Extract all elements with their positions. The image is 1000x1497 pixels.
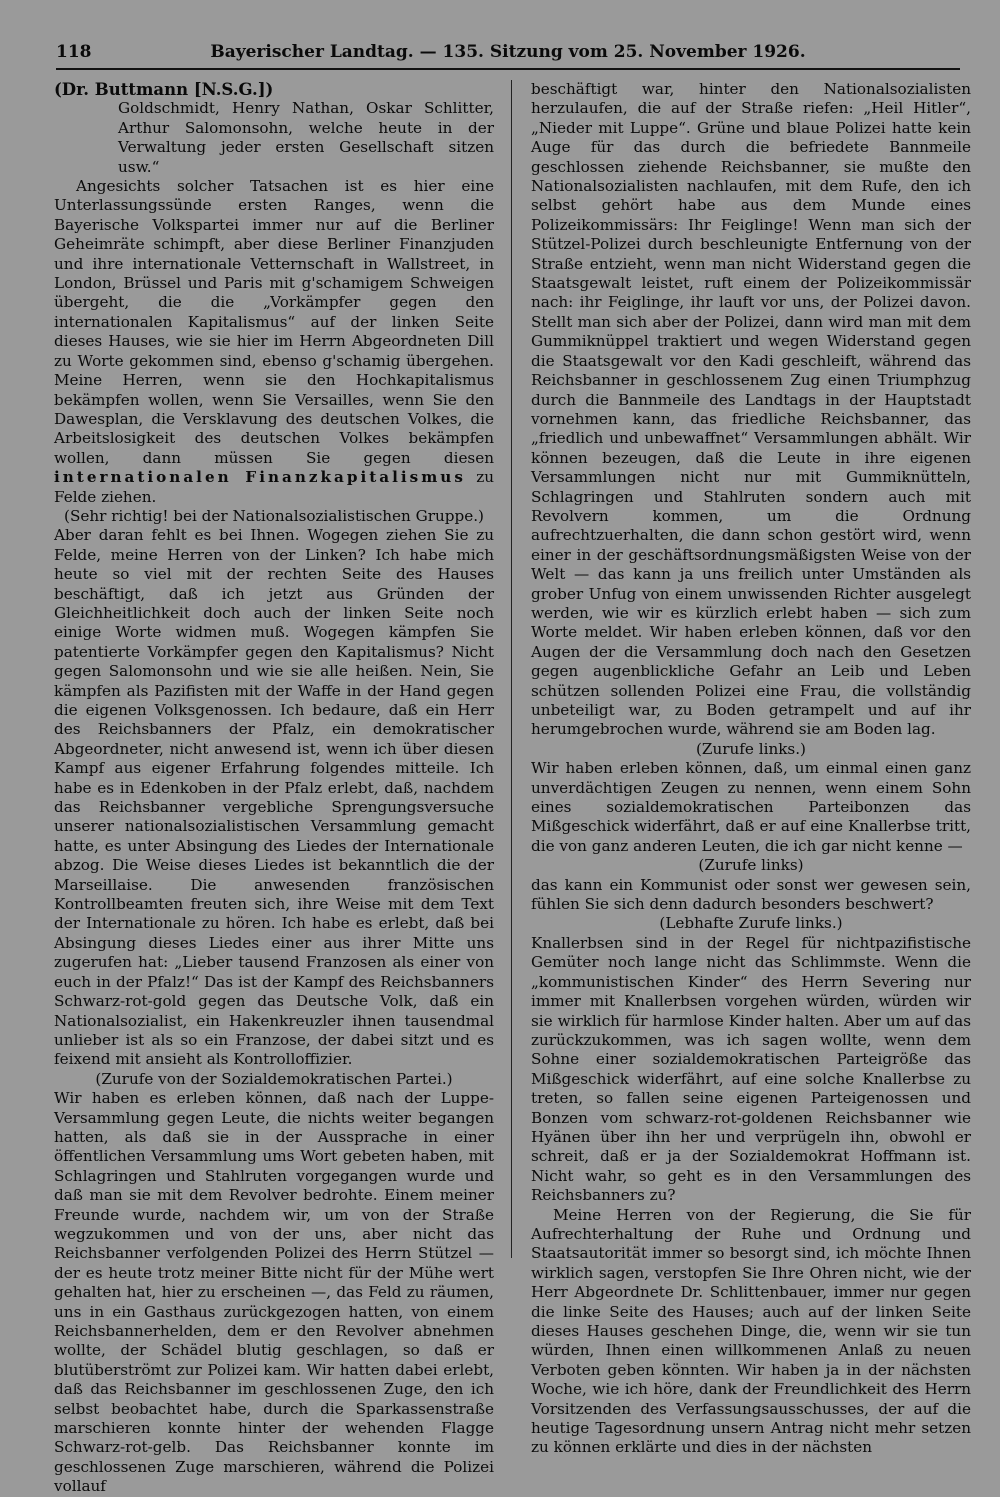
interjection: (Sehr richtig! bei der Nationalsozialistischen Gruppe.) (64, 506, 484, 525)
paragraph: Knallerbsen sind in der Regel für nichtpazifistische Gemüter noch lange nicht das Schlimmste. Wenn die „kommunistischen Kinder“ des Herrn Severing nur immer mit Knallerbsen vorgehen würden, würden wir sie wirklich für harmlose Kinder halten. Aber um auf das zurückzukommen, was ich sagen wollte, wenn dem Sohne einer sozialdemokratischen Parteigröße das Mißgeschick widerfährt, auf eine solche Knallerbse zu treten, so fallen seine eigenen Parteigenossen und Bonzen vom schwarz-rot-goldenen Reichsbanner wie Hyänen über ihn her und verprügeln ihn, obwohl er schreit, daß er ja der Sozialdemokrat Hoffmann ist. Nicht wahr, so geht es in den Versammlungen des Reichsbanners zu? (531, 933, 971, 1205)
running-header (56, 42, 960, 70)
interjection: (Zurufe von der Sozialdemokratischen Partei.) (95, 1069, 453, 1088)
paragraph: Aber daran fehlt es bei Ihnen. Wogegen ziehen Sie zu Felde, meine Herren von der Linken? Ich habe mich heute so viel mit der rechten Seite des Hauses beschäftigt, daß ich jetzt aus Gründen der Gleichheitlichkeit doch auch der linken Seite noch einige Worte widmen muß. Wogegen kämpfen Sie patentierte Vorkämpfer gegen den Kapitalismus? Nicht gegen Salomonsohn und wie sie alle heißen. Nein, Sie kämpfen als Pazifisten mit der Waffe in der Hand gegen die eigenen Volksgenossen. Ich bedaure, daß ein Herr des Reichsbanners der Pfalz, ein demokratischer Abgeordneter, nicht anwesend ist, wenn ich über diesen Kampf aus eigener Erfahrung folgendes mitteile. Ich habe es in Edenkoben in der Pfalz erlebt, daß, nachdem das Reichsbanner vergebliche Sprengungsversuche unserer nationalsozialistischen Versammlung gemacht hatte, es unter Absingung des Liedes der Internationale abzog. Die Weise dieses Liedes ist bekanntlich die der Marseillaise. Die anwesenden französischen Kontrollbeamten freuten sich, ihre Weise mit dem Text der Internationale zu hören. Ich habe es erlebt, daß bei Absingung dieses Liedes einer aus ihrer Mitte uns zugerufen hat: „Lieber tausend Franzosen als einer von euch in der Pfalz!“ Das ist der Kampf des Reichsbanners Schwarz-rot-gold gegen das Deutsche Volk, daß ein Nationalsozialist, ein Hakenkreuzler ihnen tausendmal unlieber ist als so ein Franzose, der dabei sitzt und es feixend mit ansieht als Kontrolloffizier. (54, 526, 494, 1069)
page-number: 118 (56, 42, 92, 62)
interjection: (Zurufe links) (698, 856, 804, 875)
interjection: (Zurufe links.) (696, 739, 806, 758)
interjection: (Lebhafte Zurufe links.) (659, 914, 843, 933)
paragraph: Wir haben erleben können, daß, um einmal einen ganz unverdächtigen Zeugen zu nennen, wenn einem Sohn eines sozialdemokratischen Parteibonzen das Mißgeschick widerfährt, daß er auf eine Knallerbse tritt, die von ganz anderen Leuten, die ich gar nicht kenne — (531, 759, 971, 855)
quote-continuation: Goldschmidt, Henry Nathan, Oskar Schlitter, Arthur Salomonsohn, welche heute in der Verwaltung jeder ersten Gesellschaft sitzen usw.“ (118, 99, 494, 176)
column-divider (511, 80, 512, 1258)
paragraph: Wir haben es erleben können, daß nach der Luppe-Versammlung gegen Leute, die nichts weiter begangen hatten, als daß sie in der Aussprache in einer öffentlichen Versammlung ums Wort gebeten haben, mit Schlagringen und Stahlruten vorgegangen wurde und daß man sie mit dem Revolver bedrohte. Einem meiner Freunde wurde, nachdem wir, um von der Straße wegzukommen und von der uns, aber nicht das Reichsbanner verfolgenden Polizei des Herrn Stützel — der es heute trotz meiner Bitte nicht für der Mühe wert gehalten hat, hier zu erscheinen —, das Feld zu räumen, uns in ein Gasthaus zurückgezogen hatten, von einem Reichsbannerhelden, dem er den Revolver abnehmen wollte, der Schädel blutig geschlagen, so daß er blutüberströmt zur Polizei kam. Wir hatten dabei erlebt, daß das Reichsbanner im geschlossenen Zuge, den ich selbst beobachtet habe, durch die Sparkassenstraße marschieren konnte hinter der wehenden Flagge Schwarz-rot-gelb. Das Reichsbanner konnte im geschlossenen Zuge marschieren, während die Polizei vollauf (54, 1089, 494, 1496)
left-column (54, 80, 494, 1497)
speaker-name: (Dr. Buttmann [N.S.G.]) (54, 80, 274, 99)
paragraph: das kann ein Kommunist oder sonst wer gewesen sein, fühlen Sie sich denn dadurch besonders beschwert? (531, 875, 971, 914)
emphasis-text: internationalen Finanzkapitalismus (54, 468, 466, 487)
paragraph: Meine Herren von der Regierung, die Sie für Aufrechterhaltung der Ruhe und Ordnung und Staatsautorität immer so besorgt sind, ich möchte Ihnen wirklich sagen, verstopfen Sie Ihre Ohren nicht, wie der Herr Abgeordnete Dr. Schlittenbauer, immer nur gegen die linke Seite des Hauses; auch auf der linken Seite dieses Hauses geschehen Dinge, die, wenn wir sie tun würden, Ihnen einen willkommenen Anlaß zu neuen Verboten geben könnten. Wir haben ja in der nächsten Woche, wie ich höre, dank der Freundlichkeit des Herrn Vorsitzenden des Verfassungsausschusses, der auf die heutige Tagesordnung unsern Antrag nicht mehr setzen zu können erklärte und dies in der nächsten (531, 1205, 971, 1457)
paragraph: beschäftigt war, hinter den Nationalsozialisten herzulaufen, die auf der Straße riefen: „Heil Hitler“, „Nieder mit Luppe“. Grüne und blaue Polizei hatte kein Auge für das durch die befriedete Bannmeile geschlossen ziehende Reichsbanner, sie mußte den Nationalsozialisten nachlaufen, mit dem Rufe, den ich selbst gehört habe aus dem Munde eines Polizeikommissärs: Ihr Feiglinge! Wenn man sich der Stützel-Polizei durch beschleunigte Entfernung von der Straße entzieht, wenn man nicht Widerstand gegen die Staatsgewalt leistet, ruft einem der Polizeikommissär nach: ihr Feiglinge, ihr lauft vor uns, der Polizei davon. Stellt man sich aber der Polizei, dann wird man mit dem Gummiknüppel traktiert und wegen Widerstand gegen die Staatsgewalt vor den Kadi geschleift, während das Reichsbanner in geschlossenem Zug einen Triumphzug durch die Bannmeile des Landtags in der Hauptstadt vornehmen kann, das friedliche Reichsbanner, das „friedlich und unbewaffnet“ Versammlungen abhält. Wir können bezeugen, daß die Leute in ihre eigenen Versammlungen nicht nur mit Gummiknütteln, Schlagringen und Stahlruten sondern auch mit Revolvern kommen, um die Ordnung aufrechtzuerhalten, die dann schon gestört wird, wenn einer in der geschäftsordnungsmäßigsten Weise von der Welt — das kann ja uns freilich unter Umständen als grober Unfug von einem unwissenden Richter ausgelegt werden, wie wir es kürzlich erlebt haben — sich zum Worte meldet. Wir haben erleben können, daß vor den Augen der die Versammlung doch nach den Gesetzen gegen augenblickliche Gefahr an Leib und Leben schützen sollenden Polizei eine Frau, die vollständig unbeteiligt war, zu Boden getrampelt und auf ihr herumgebrochen wurde, während sie am Boden lag. (531, 80, 971, 739)
paragraph: Angesichts solcher Tatsachen ist es hier eine Unterlassungssünde ersten Ranges, wenn die Bayerische Volkspartei immer nur auf die Berliner Geheimräte schimpft, aber diese Berliner Finanzjuden und ihre internationale Vetternschaft in Wallstreet, in London, Brüssel und Paris mit g'schamigem Schweigen übergeht, die die „Vorkämpfer gegen den internationalen Kapitalismus“ auf der linken Seite dieses Hauses, wie sie hier im Herrn Abgeordneten Dill zu Worte gekommen sind, ebenso g'schamig übergehen. Meine Herren, wenn sie den Hochkapitalismus bekämpfen wollen, wenn Sie Versailles, wenn Sie den Dawesplan, die Versklavung des deutschen Volkes, die Arbeitslosigkeit des deutschen Volkes bekämpfen wollen, dann müssen Sie gegen diesen internationalen Finanzkapitalismus zu Felde ziehen. (54, 177, 494, 506)
right-column (531, 80, 971, 1458)
running-title: Bayerischer Landtag. — 135. Sitzung vom 25. November 1926. (210, 42, 806, 62)
